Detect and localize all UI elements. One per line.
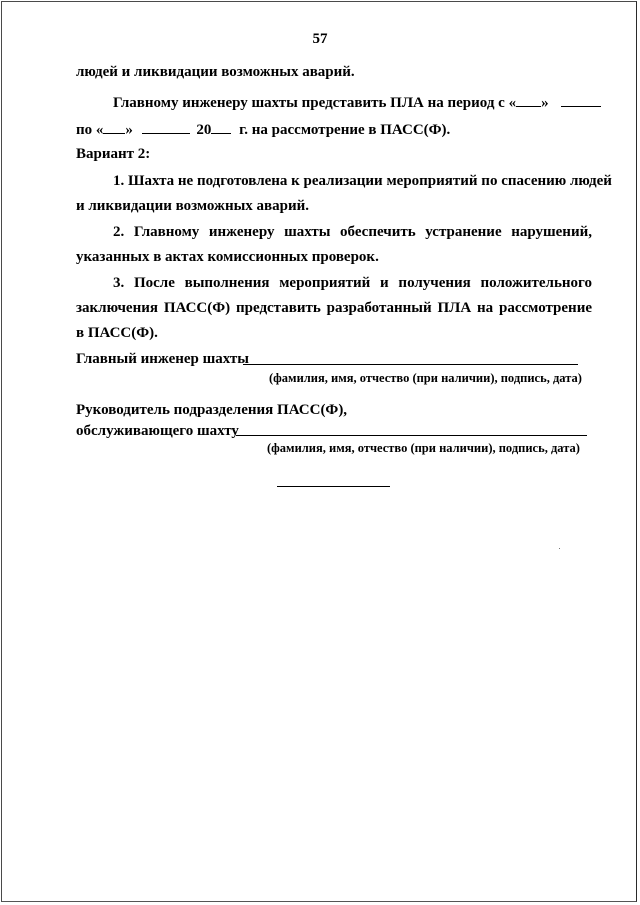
item-3-line-3: в ПАСС(Ф). <box>76 325 158 341</box>
quote-close: » <box>125 122 133 138</box>
item-1-line-1: 1. Шахта не подготовлена к реализации мероприятий по спасению людей <box>113 173 612 189</box>
by-label: по « <box>76 122 104 138</box>
chief-engineer-label: Главный инженер шахты <box>76 351 249 367</box>
end-separator-line <box>277 486 390 487</box>
item-2-line-1: 2. Главному инженеру шахты обеспечить устранение нарушений, <box>113 224 592 240</box>
pass-head-caption: (фамилия, имя, отчество (при наличии), подпись, дата) <box>267 441 580 455</box>
month-blank[interactable] <box>561 92 601 107</box>
pass-head-signature-line[interactable] <box>236 435 587 436</box>
pass-head-label-1: Руководитель подразделения ПАСС(Ф), <box>76 402 348 418</box>
text-line-2-text: Главному инженеру шахты представить ПЛА на период с « <box>113 95 517 111</box>
pass-head-label-2: обслуживающего шахту <box>76 423 239 439</box>
variant-heading: Вариант 2: <box>76 146 151 162</box>
item-2-line-2: указанных в актах комиссионных проверок. <box>76 249 379 265</box>
day-blank[interactable] <box>516 92 541 107</box>
text-line-2-close: » <box>541 95 549 111</box>
chief-engineer-caption: (фамилия, имя, отчество (при наличии), подпись, дата) <box>269 371 582 385</box>
text-line-3-end: г. на рассмотрение в ПАСС(Ф). <box>239 122 451 138</box>
item-3-line-1: 3. После выполнения мероприятий и получения положительного <box>113 275 592 291</box>
text-line-1: людей и ликвидации возможных аварий. <box>76 64 355 80</box>
year-prefix: 20 <box>196 122 212 138</box>
year-blank[interactable] <box>211 119 231 134</box>
text-line-2 <box>113 92 592 112</box>
scan-speck <box>559 548 560 549</box>
month-blank-2[interactable] <box>142 119 190 134</box>
chief-engineer-signature-line[interactable] <box>243 364 578 365</box>
item-1-line-2: и ликвидации возможных аварий. <box>76 198 310 214</box>
day-blank-2[interactable] <box>103 119 125 134</box>
text-line-3 <box>76 119 592 139</box>
item-3-line-2: заключения ПАСС(Ф) представить разработанный ПЛА на рассмотрение <box>76 300 592 316</box>
page-number: 57 <box>312 31 328 47</box>
